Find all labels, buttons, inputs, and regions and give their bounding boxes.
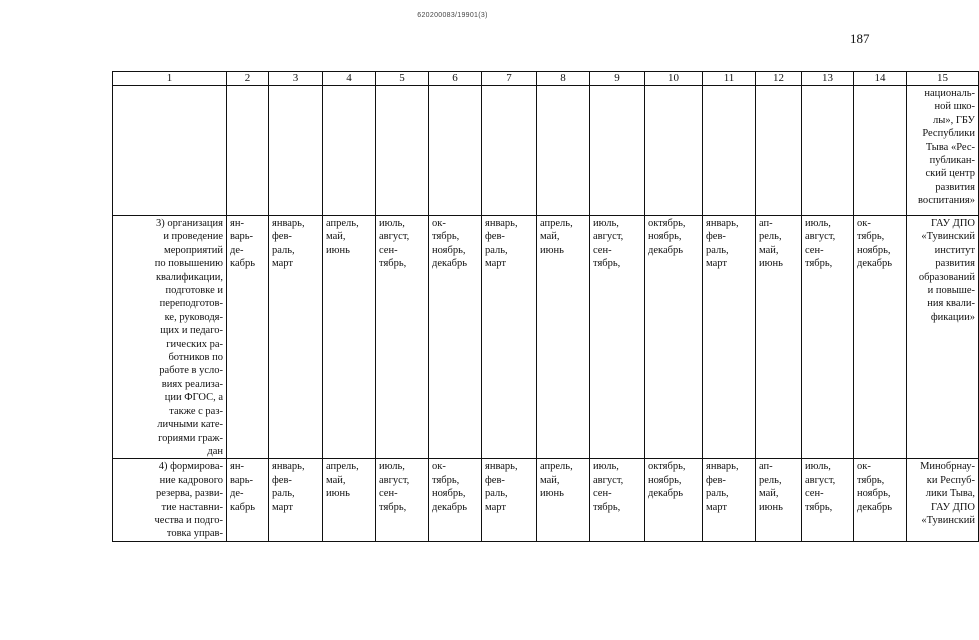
table-cell xyxy=(269,86,323,216)
table-cell xyxy=(537,86,590,216)
table-cell: ян- варь- де- кабрь xyxy=(227,216,269,459)
table-cell: июль, август, сен- тябрь, xyxy=(590,216,645,459)
activity-cell: 4) формирова- ние кадрового резерва, разви- тие наставни- чества и подго- товка управ- xyxy=(113,459,227,541)
table-cell xyxy=(323,86,376,216)
table-cell: апрель, май, июнь xyxy=(323,459,376,541)
activity-cell: 3) организация и проведение мероприятий по повышению квалификации, подготовке и переподготов- ке, руководя- щих и педаго- гических ра- ботников по работе в усло- виях реализа- ции ФГОС, а также с раз- личными кате- гориями граж- дан xyxy=(113,216,227,459)
table-cell xyxy=(429,86,482,216)
column-header-1: 1 xyxy=(113,72,227,86)
column-header-15: 15 xyxy=(907,72,979,86)
table-cell: ап- рель, май, июнь xyxy=(756,459,802,541)
table-cell: ок- тябрь, ноябрь, декабрь xyxy=(429,216,482,459)
schedule-table xyxy=(112,71,979,542)
table-cell: ян- варь- де- кабрь xyxy=(227,459,269,541)
table-cell: январь, фев- раль, март xyxy=(269,216,323,459)
column-header-11: 11 xyxy=(703,72,756,86)
table-cell xyxy=(113,86,227,216)
table-cell: июль, август, сен- тябрь, xyxy=(376,459,429,541)
table-cell xyxy=(376,86,429,216)
table-cell: октябрь, ноябрь, декабрь xyxy=(645,459,703,541)
column-header-5: 5 xyxy=(376,72,429,86)
document-id: 620200083/19901(3) xyxy=(417,12,488,19)
table-cell xyxy=(645,86,703,216)
table-cell: октябрь, ноябрь, декабрь xyxy=(645,216,703,459)
column-header-3: 3 xyxy=(269,72,323,86)
column-header-10: 10 xyxy=(645,72,703,86)
table-cell xyxy=(854,86,907,216)
responsible-org-cell: националь- ной шко- лы», ГБУ Республики Тыва «Рес- публикан- ский центр развития воспитания» xyxy=(907,86,979,216)
column-header-12: 12 xyxy=(756,72,802,86)
table-cell xyxy=(802,86,854,216)
responsible-org-cell: ГАУ ДПО «Тувинский институт развития образований и повыше- ния квали- фикации» xyxy=(907,216,979,459)
table-row xyxy=(113,459,979,541)
table-cell: ок- тябрь, ноябрь, декабрь xyxy=(854,459,907,541)
table-cell: апрель, май, июнь xyxy=(323,216,376,459)
table-cell: январь, фев- раль, март xyxy=(703,459,756,541)
responsible-org-cell: Минобрнау- ки Респуб- лики Тыва, ГАУ ДПО «Тувинский xyxy=(907,459,979,541)
table-cell: апрель, май, июнь xyxy=(537,216,590,459)
table-cell xyxy=(756,86,802,216)
table-cell: апрель, май, июнь xyxy=(537,459,590,541)
column-header-6: 6 xyxy=(429,72,482,86)
table-cell xyxy=(703,86,756,216)
table-cell: ап- рель, май, июнь xyxy=(756,216,802,459)
table-cell: июль, август, сен- тябрь, xyxy=(590,459,645,541)
column-header-2: 2 xyxy=(227,72,269,86)
table-cell: ок- тябрь, ноябрь, декабрь xyxy=(429,459,482,541)
table-cell: январь, фев- раль, март xyxy=(269,459,323,541)
table-cell: июль, август, сен- тябрь, xyxy=(376,216,429,459)
table-cell: ок- тябрь, ноябрь, декабрь xyxy=(854,216,907,459)
column-header-13: 13 xyxy=(802,72,854,86)
table-row xyxy=(113,216,979,459)
table-cell: июль, август, сен- тябрь, xyxy=(802,459,854,541)
column-header-8: 8 xyxy=(537,72,590,86)
table-cell: январь, фев- раль, март xyxy=(482,216,537,459)
page-number: 187 xyxy=(850,31,870,46)
table-cell: январь, фев- раль, март xyxy=(703,216,756,459)
column-number-row xyxy=(113,72,979,86)
table-cell: июль, август, сен- тябрь, xyxy=(802,216,854,459)
table-cell xyxy=(590,86,645,216)
table-cell xyxy=(482,86,537,216)
column-header-14: 14 xyxy=(854,72,907,86)
column-header-9: 9 xyxy=(590,72,645,86)
column-header-7: 7 xyxy=(482,72,537,86)
table-row xyxy=(113,86,979,216)
table-cell xyxy=(227,86,269,216)
column-header-4: 4 xyxy=(323,72,376,86)
table-cell: январь, фев- раль, март xyxy=(482,459,537,541)
